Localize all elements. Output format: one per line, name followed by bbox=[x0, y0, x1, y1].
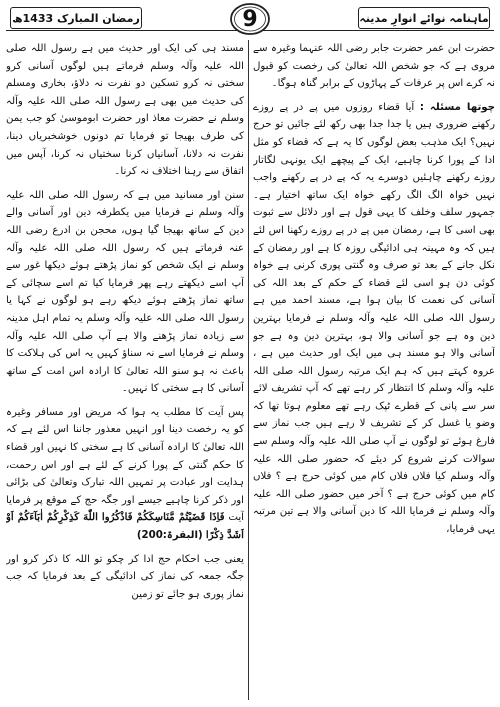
magazine-title: ماہنامہ نوائے انوارِ مدینہ bbox=[358, 7, 490, 29]
paragraph: حضرت ابن عمر حضرت جابر رضی اللہ عنہما وغیرہ سے مروی ہے کہ جو شخص اللہ تعالیٰ کی رخصت کو قبول نہ کرے اس پر عرفات کے پہاڑوں کے برابر گناہ ہوگا۔ bbox=[253, 43, 495, 90]
paragraph: مسند ہی کی ایک اور حدیث میں ہے رسول اللہ صلی اللہ علیہ وآلہ وسلم فرماتے ہیں لوگوں آسانی کرو سختی نہ کرو تسکین دو نفرت نہ دلاؤ، بخاری ومسلم کی حدیث میں بھی ہے رسول اللہ صلی اللہ علیہ وآلہ وسلم نے حضرت معاذ اور حضرت ابوموسیٰ کو جب یمن کی طرف بھیجا تو فرمایا تم دونوں خوشخبریاں دینا، نفرت نہ دلانا، آسانیاں کرنا سختیاں نہ کرنا، آپس میں اتفاق سے رہنا اختلاف نہ کرنا۔ bbox=[6, 43, 244, 178]
quranic-verse: فَاِذَا قَضَیْتُمْ مَّنَاسِکَکُمْ فَاذْکُرُوا اللّٰهَ کَذِکْرِکُمْ اٰبَآءَکُمْ اَوْ اَشَدَّ ذِکْرًا bbox=[6, 511, 244, 542]
paragraph bbox=[6, 404, 244, 545]
page-number: 9 bbox=[242, 6, 258, 32]
page-header bbox=[6, 2, 494, 36]
paragraph-text: آیا قضاء روزوں میں پے در پے روزے رکھنے ضروری ہیں یا جدا جدا بھی رکھ لئے جائیں تو حرج نہیں؟ ایک مذہب بعض لوگوں کا یہ ہے کہ قضاء کو مثل ادا کے پورا کرنا چاہیے، ایک کے پیچھے ایک یونہی لگاتار روزے رکھنے چاہئیں دوسرے یہ کہ پے در پے رکھنے واجب نہیں خواہ الگ الگ رکھے خواہ ایک ساتھ اختیار ہے۔ جمہور سلف وخلف کا یہی قول ہے اور دلائل سے ثبوت بھی اسی کا ہے، رمضان میں پے در پے روزے رکھنا اس لئے ہیں کہ وہ مہینہ ہی ادائیگی روزہ کا ہے اور رمضان کے نکل جانے کے بعد تو صرف وہ گنتی پوری کرنی ہے خواہ کوئی دن ہو اسی لئے قضاء کے حکم کے بعد اللہ کی آسانی کی نعمت کا بیان ہوا ہے، مسند احمد میں ہے رسول اللہ صلی اللہ علیہ وآلہ وسلم نے فرمایا بہترین دین وہ ہے جو آسانی والا ہو، بہترین دین وہ ہے جو آسانی والا ہو مسند ہی میں ایک اور حدیث میں ہے ، عروہ کہتے ہیں کہ ہم ایک مرتبہ رسول اللہ صلی اللہ علیہ وآلہ وسلم کا انتظار کر رہے تھے کہ آپ تشریف لائے سر سے پانی کے قطرے ٹپک رہے تھے معلوم ہوتا تھا کہ وضو یا غسل کر کے تشریف لا رہے ہیں جب نماز سے فارغ ہوئے تو لوگوں نے آپ صلی اللہ علیہ وآلہ وسلم سے سوالات کرنے شروع کر دیئے کہ حضور صلی اللہ علیہ وآلہ وسلم کیا فلاں فلاں کام میں کوئی حرج ہے ؟ فلاں کام میں کوئی حرج ہے ؟ آخر میں حضور صلی اللہ علیہ وآلہ وسلم نے فرمایا اللہ کا دین آسانی والا ہے تین مرتبہ یہی فرمایا، bbox=[253, 101, 495, 536]
column-divider bbox=[248, 40, 249, 700]
right-column bbox=[253, 40, 495, 702]
section-heading: چوتھا مسئلہ : bbox=[419, 101, 495, 113]
issue-date: رمضان المبارک 1433ھ bbox=[10, 7, 142, 29]
paragraph: یعنی جب احکام حج ادا کر چکو تو اللہ کا ذکر کرو اور جگہ جمعہ کی نماز کی ادائیگی کے بعد فرمایا کہ جب نماز پوری ہو جائے تو زمین bbox=[6, 553, 244, 600]
page-number-badge bbox=[228, 2, 272, 36]
verse-reference: (البقرۃ:200) bbox=[136, 530, 203, 542]
paragraph-text: پس آیت کا مطلب یہ ہوا کہ مریض اور مسافر وغیرہ کو یہ رخصت دینا اور انہیں معذور جاننا اس لئے ہے کہ اللہ تعالیٰ کا ارادہ آسانی کا ہے سختی کا نہیں اور قضاء کا حکم گنتی کے پورا کرنے کے لئے ہے اور اس رحمت، ہدایت اور عبادت پر تمہیں اللہ تبارک وتعالیٰ کی بڑائی اور ذکر کرنا چاہیے جیسے اور جگہ حج کے موقع پر فرمایا آیت bbox=[6, 406, 244, 524]
paragraph: سنن اور مسانید میں ہے کہ رسول اللہ صلی اللہ علیہ وآلہ وسلم نے فرمایا میں یکطرفہ دین اور آسانی والے دین کے ساتھ بھیجا گیا ہوں، محجن بن ادرع رضی اللہ عنہ فرماتے ہیں کہ رسول اللہ صلی اللہ علیہ وآلہ وسلم نے ایک شخص کو نماز پڑھتے ہوئے دیکھا غور سے آپ اسے دیکھتے رہے پھر فرمایا کیا تم اسے سچائی کے ساتھ نماز پڑھتے ہوئے دیکھ رہے ہو لوگوں نے کہا یا رسول اللہ صلی اللہ علیہ وآلہ وسلم یہ تمام اہل مدینہ سے زیادہ نماز پڑھنے والا ہے آپ صلی اللہ علیہ وآلہ وسلم نے فرمایا اسے نہ سناؤ کہیں یہ اس کی ہلاکت کا باعث نہ ہو سنو اللہ تعالیٰ کا ارادہ اس امت کے ساتھ آسانی کا ہے سختی کا نہیں۔ bbox=[6, 189, 244, 395]
paragraph bbox=[253, 99, 495, 539]
left-column bbox=[6, 40, 244, 702]
